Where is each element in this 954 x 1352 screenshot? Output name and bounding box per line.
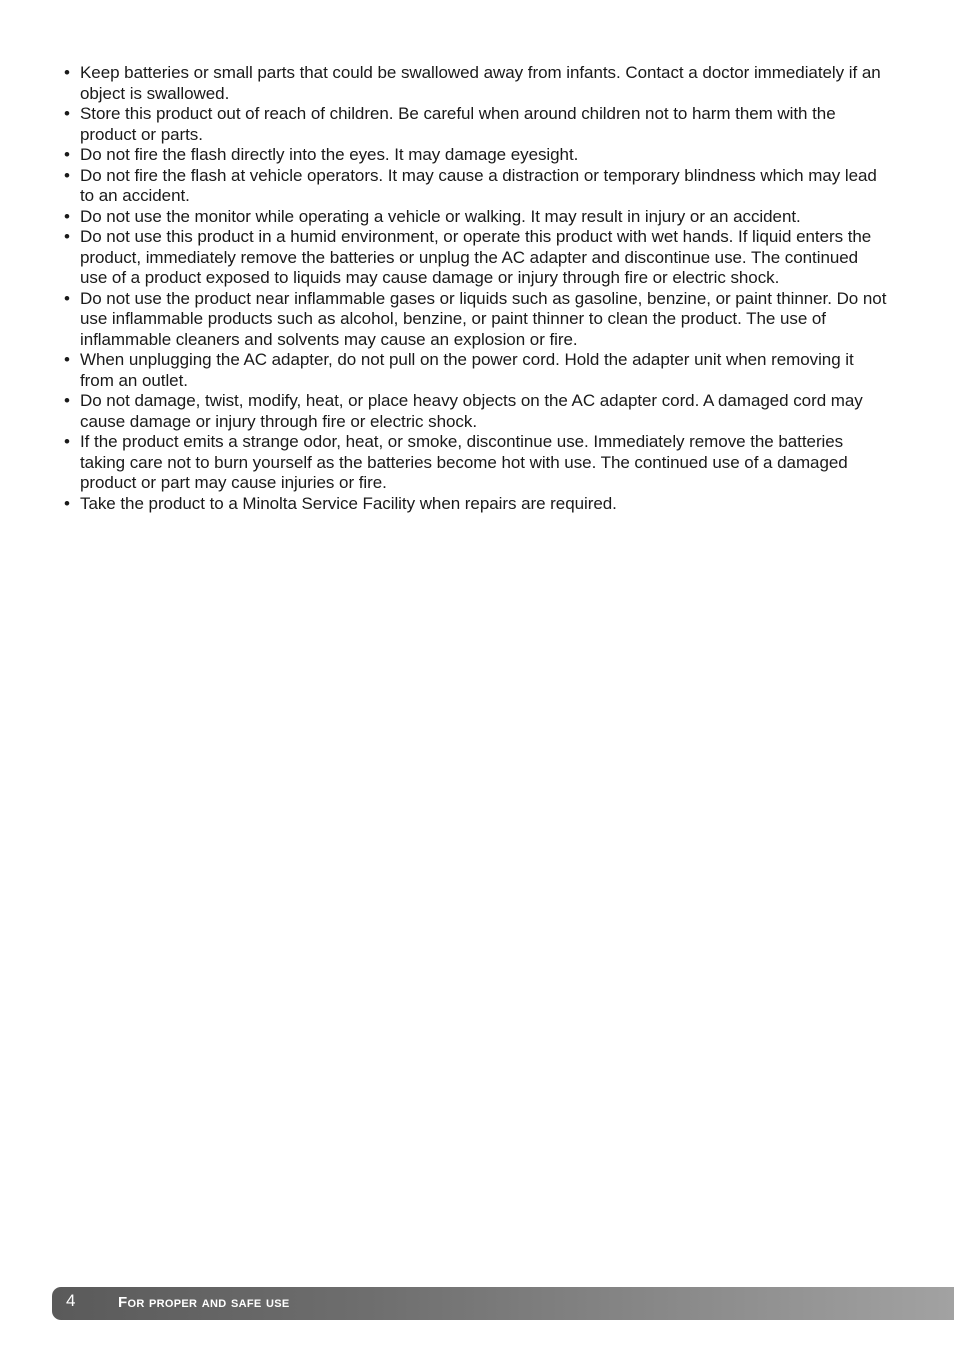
list-item-text: Do not use the monitor while operating a vehicle or walking. It may result in injury or an accident. bbox=[80, 206, 801, 226]
section-title: For proper and safe use bbox=[118, 1294, 290, 1311]
safety-bullet-list bbox=[64, 63, 888, 514]
list-item bbox=[64, 432, 888, 494]
bullet-icon: • bbox=[64, 432, 70, 451]
list-item bbox=[64, 104, 888, 145]
bullet-icon: • bbox=[64, 227, 70, 246]
bullet-icon: • bbox=[64, 391, 70, 410]
bullet-icon: • bbox=[64, 206, 70, 226]
bullet-icon: • bbox=[64, 145, 70, 164]
list-item-text: When unplugging the AC adapter, do not pull on the power cord. Hold the adapter unit when removing it from an outlet. bbox=[80, 350, 854, 390]
page-content bbox=[64, 63, 888, 514]
bullet-icon: • bbox=[64, 165, 70, 185]
list-item bbox=[64, 207, 888, 228]
list-item bbox=[64, 350, 888, 391]
list-item bbox=[64, 391, 888, 432]
list-item-text: Do not use the product near inflammable gases or liquids such as gasoline, benzine, or paint thinner. Do not use inflammable products such as alcohol, benzine, or paint thinner to clean the product. The use of inflammable cleaners and solvents may cause an explosion or fire. bbox=[80, 288, 887, 349]
list-item-text: Do not damage, twist, modify, heat, or place heavy objects on the AC adapter cord. A damaged cord may cause damage or injury through fire or electric shock. bbox=[80, 391, 863, 431]
list-item-text: Store this product out of reach of children. Be careful when around children not to harm them with the product or parts. bbox=[80, 104, 836, 144]
list-item-text: Take the product to a Minolta Service Facility when repairs are required. bbox=[80, 493, 617, 513]
bullet-icon: • bbox=[64, 350, 70, 369]
list-item bbox=[64, 494, 888, 515]
list-item bbox=[64, 63, 888, 104]
list-item bbox=[64, 145, 888, 166]
list-item-text: Do not use this product in a humid environment, or operate this product with wet hands. If liquid enters the product, immediately remove the batteries or unplug the AC adapter and discontinue use. The continued use of a product exposed to liquids may cause damage or injury through fire or electric shock. bbox=[80, 227, 872, 287]
bullet-icon: • bbox=[64, 63, 70, 82]
bullet-icon: • bbox=[64, 288, 70, 308]
list-item bbox=[64, 166, 888, 207]
list-item bbox=[64, 227, 888, 289]
page-number: 4 bbox=[66, 1291, 76, 1310]
list-item-text: Keep batteries or small parts that could be swallowed away from infants. Contact a doctor immediately if an object is swallowed. bbox=[80, 63, 881, 103]
list-item bbox=[64, 289, 888, 351]
list-item-text: If the product emits a strange odor, heat, or smoke, discontinue use. Immediately remove the batteries taking care not to burn yourself as the batteries become hot with use. The continued use of a damaged product or part may cause injuries or fire. bbox=[80, 432, 848, 492]
bullet-icon: • bbox=[64, 104, 70, 123]
list-item-text: Do not fire the flash directly into the eyes. It may damage eyesight. bbox=[80, 145, 579, 164]
footer-bar bbox=[52, 1287, 954, 1320]
bullet-icon: • bbox=[64, 493, 70, 513]
list-item-text: Do not fire the flash at vehicle operators. It may cause a distraction or temporary blindness which may lead to an accident. bbox=[80, 165, 877, 205]
